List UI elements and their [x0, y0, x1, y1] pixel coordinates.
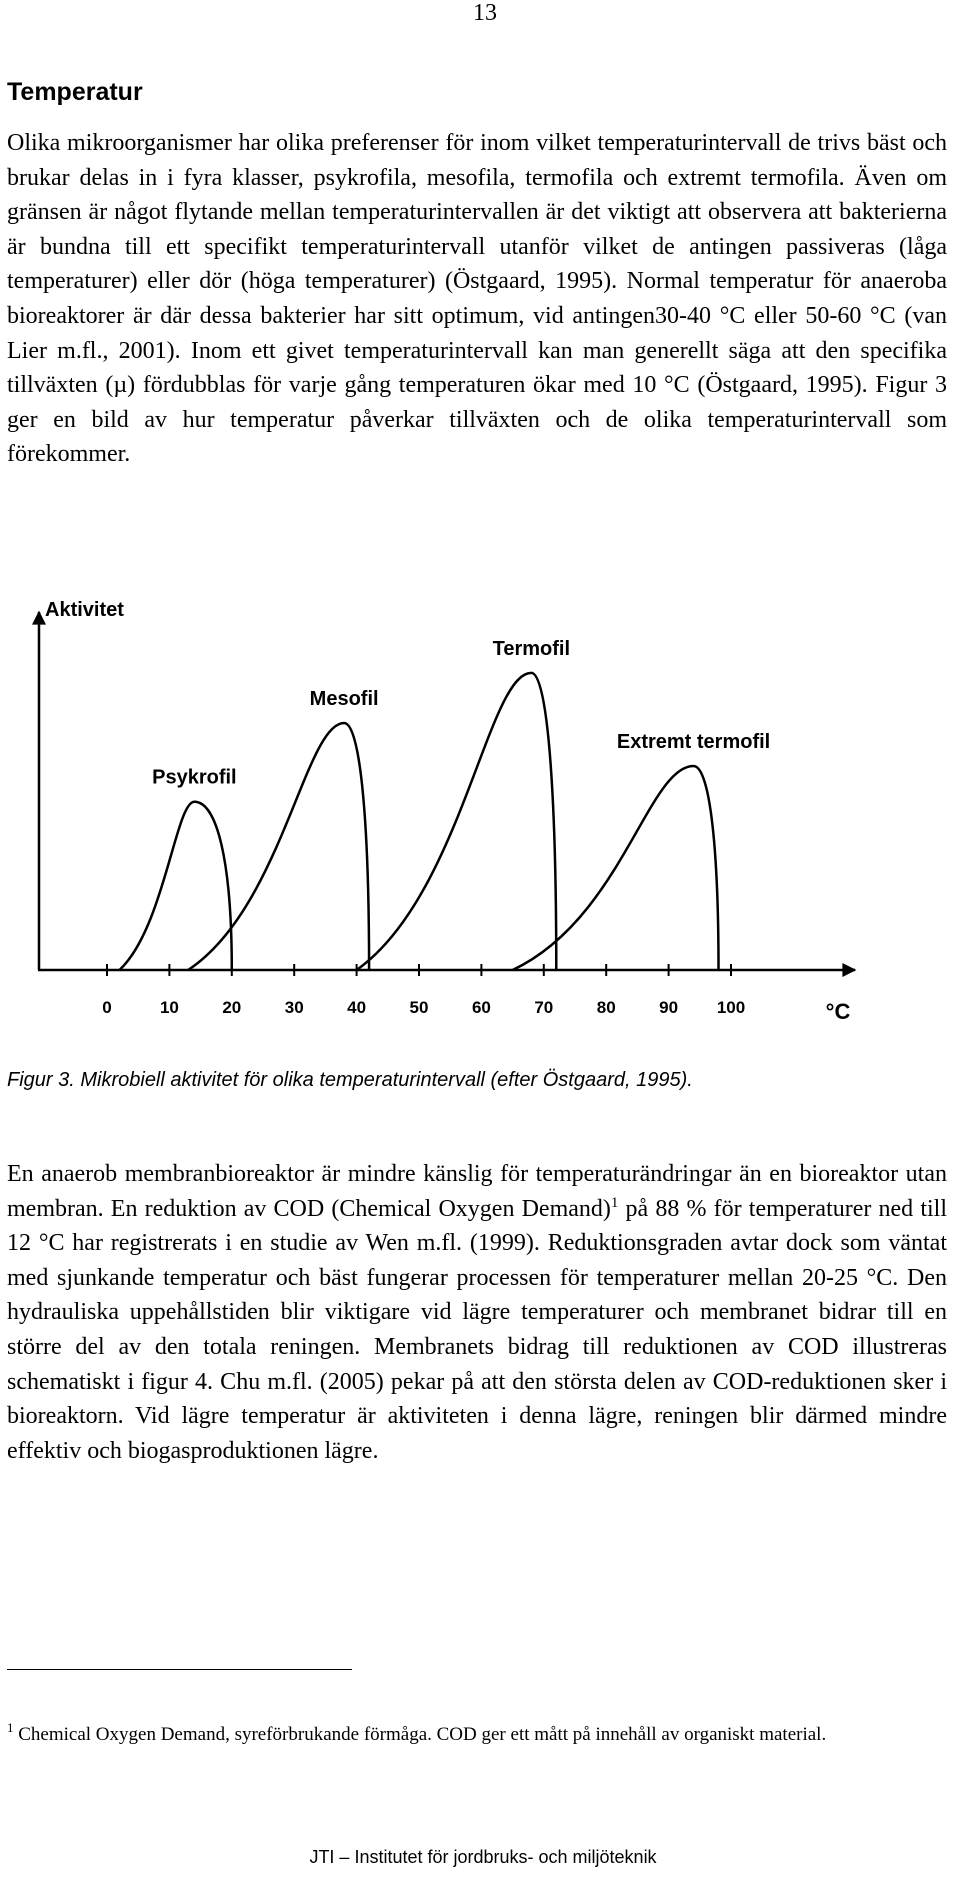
x-tick-label: 70	[534, 998, 554, 1017]
footnote-reference: 1	[610, 1194, 619, 1211]
x-axis-label: °C	[825, 999, 851, 1024]
curve-label: Extremt termofil	[616, 730, 771, 753]
footnote-marker: 1	[7, 1720, 14, 1735]
curve-extremt-termofil	[513, 766, 719, 970]
footnote-text: Chemical Oxygen Demand, syreförbrukande förmåga. COD ger ett mått på innehåll av organiskt material.	[13, 1724, 827, 1745]
x-tick-label: 10	[159, 998, 179, 1017]
x-tick-label: 90	[659, 998, 679, 1017]
x-tick-label: 20	[222, 998, 242, 1017]
curve-termofil	[357, 673, 557, 970]
page-footer: JTI – Institutet för jordbruks- och miljöteknik	[309, 1847, 657, 1867]
footnote-divider	[7, 1669, 352, 1670]
x-tick-label: 80	[596, 998, 616, 1017]
x-tick-label: 40	[347, 998, 367, 1017]
x-tick-label: 50	[409, 998, 429, 1017]
section-heading: Temperatur	[7, 78, 143, 106]
curve-label: Termofil	[492, 637, 571, 660]
x-tick-label: 30	[284, 998, 304, 1017]
footnote	[7, 1720, 952, 1750]
page-number: 13	[473, 0, 497, 26]
x-tick-label: 60	[471, 998, 491, 1017]
curve-mesofil	[188, 723, 369, 970]
x-tick-label: 0	[102, 998, 112, 1017]
y-axis-label: Aktivitet	[45, 599, 124, 621]
body-paragraph-2	[7, 1157, 947, 1468]
paragraph-2-part-1: En anaerob membranbioreaktor är mindre känslig för temperaturändringar än en bioreaktor utan membran. En reduktion av COD (Chemical Oxygen Demand)	[7, 1161, 947, 1222]
x-tick-label: 100	[716, 998, 746, 1017]
curve-label: Psykrofil	[152, 766, 237, 789]
body-paragraph-1: Olika mikroorganismer har olika preferenser för inom vilket temperaturintervall de trivs bäst och brukar delas in i fyra klasser, psykrofila, mesofila, termofila och extremt termofila. Även om gränsen är något flytande mellan temperaturintervallen är det viktigt att observera att bakterierna är bundna till ett specifikt temperaturintervall utanför vilket de antingen passiveras (låga temperaturer) eller dör (höga temperaturer) (Östgaard, 1995). Normal temperatur för anaeroba bioreaktorer är där dessa bakterier har sitt optimum, vid antingen30-40 °C eller 50-60 °C (van Lier m.fl., 2001). Inom ett givet temperaturintervall kan man generellt säga att den specifika tillväxten (µ) fördubblas för varje gång temperaturen ökar med 10 °C (Östgaard, 1995). Figur 3 ger en bild av hur temperatur påverkar tillväxten och de olika temperaturintervall som förekommer.	[7, 130, 947, 468]
curve-label: Mesofil	[309, 687, 379, 710]
figure-3-chart	[0, 585, 960, 1045]
curve-psykrofil	[119, 802, 231, 970]
figure-caption: Figur 3. Mikrobiell aktivitet för olika temperaturintervall (efter Östgaard, 1995).	[7, 1069, 693, 1091]
paragraph-2-part-2: på 88 % för temperaturer ned till 12 °C har registrerats i en studie av Wen m.fl. (1999). Reduktionsgraden avtar dock som väntat med sjunkande temperatur och bäst fungerar processen för temperaturer mellan 20-25 °C. Den hydrauliska uppehållstiden blir viktigare vid lägre temperaturer och membranet bidrar till en större del av den totala reningen. Membranets bidrag till reduktionen av COD illustreras schematiskt i figur 4. Chu m.fl. (2005) pekar på att den största delen av COD-reduktionen sker i bioreaktorn. Vid lägre temperatur är aktiviteten i denna lägre, reningen blir därmed mindre effektiv och biogasproduktionen lägre.	[7, 1195, 948, 1464]
